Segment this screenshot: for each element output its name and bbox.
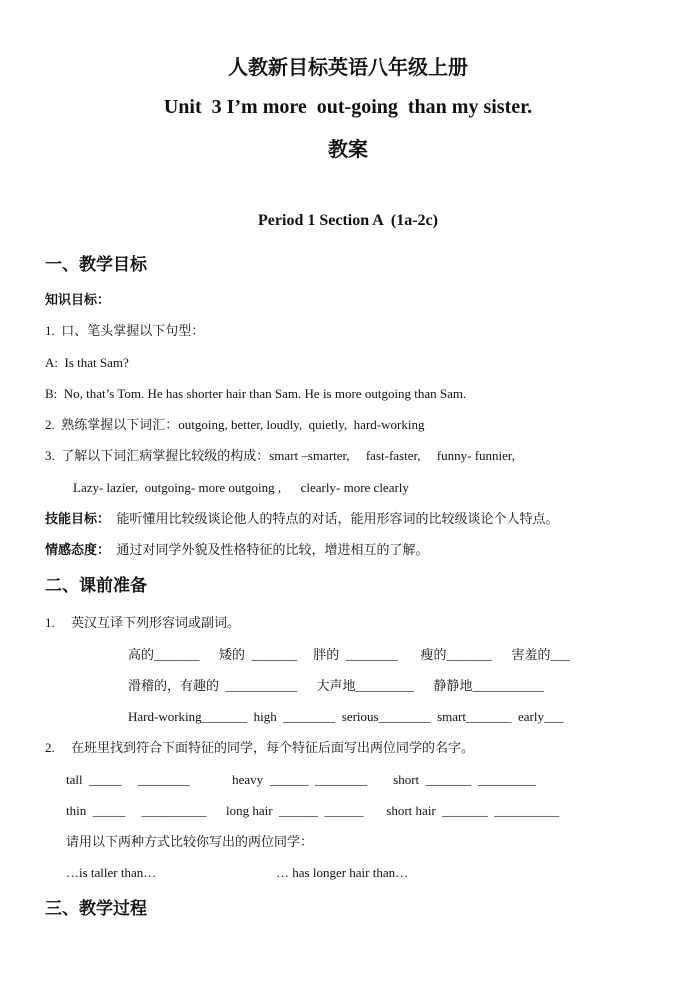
period-title: Period 1 Section A (1a-2c) [258, 212, 438, 229]
document-title: 人教新目标英语八年级上册 [228, 57, 468, 79]
classmates-row-1: tall _____ ________ heavy ______ ________ short _______ _________ [66, 772, 537, 787]
objective-item-3-continued: Lazy- lazier, outgoing- more outgoing , clearly- more clearly [73, 480, 409, 495]
translation-row-1: 高的_______ 矮的 _______ 胖的 ________ 瘦的_______ 害羞的___ [128, 647, 571, 662]
skill-goal-text: 能听懂用比较级谈论他人的特点的对话，能用形容词的比较级谈论个人特点。 [110, 511, 559, 526]
emotion-goal-text: 通过对同学外貌及性格特征的比较，增进相互的了解。 [110, 542, 429, 557]
dialogue-line-b: B: No, that’s Tom. He has shorter hair than Sam. He is more outgoing than Sam. [45, 386, 467, 401]
objective-item-2: 2. 熟练掌握以下词汇：outgoing, better, loudly, quietly, hard-working [45, 417, 425, 432]
compare-prompt: 请用以下两种方式比较你写出的两位同学： [66, 834, 314, 849]
objective-item-3: 3. 了解以下词汇病掌握比较级的构成：smart –smarter, fast-faster, funny- funnier, [45, 448, 515, 463]
classmates-row-2: thin _____ __________ long hair ______ ______ short hair _______ __________ [66, 803, 560, 818]
compare-pattern-b: … has longer hair than… [276, 865, 409, 880]
section1-heading: 一、教学目标 [45, 255, 147, 274]
compare-pattern-a: …is taller than… [66, 865, 157, 880]
prep-item-2: 2. 在班里找到符合下面特征的同学，每个特征后面写出两位同学的名字。 [45, 740, 475, 755]
emotion-goal-label: 情感态度： [45, 542, 111, 557]
knowledge-goal-label: 知识目标： [45, 292, 111, 307]
lesson-plan-label: 教案 [328, 139, 368, 161]
section3-heading: 三、教学过程 [45, 899, 147, 918]
dialogue-line-a: A: Is that Sam? [45, 355, 129, 370]
section2-heading: 二、课前准备 [45, 576, 147, 595]
emotion-goal [45, 543, 429, 556]
prep-item-1: 1. 英汉互译下列形容词或副词。 [45, 615, 241, 630]
objective-item-1: 1. 口、笔头掌握以下句型： [45, 323, 205, 338]
translation-row-2: 滑稽的，有趣的 ___________ 大声地_________ 静静地___________ [128, 678, 545, 693]
skill-goal-label: 技能目标： [45, 511, 111, 526]
skill-goal [45, 512, 559, 525]
translation-row-3: Hard-working_______ high ________ serious________ smart_______ early___ [128, 709, 564, 724]
unit-title: Unit 3 I’m more out-going than my sister. [163, 96, 533, 118]
